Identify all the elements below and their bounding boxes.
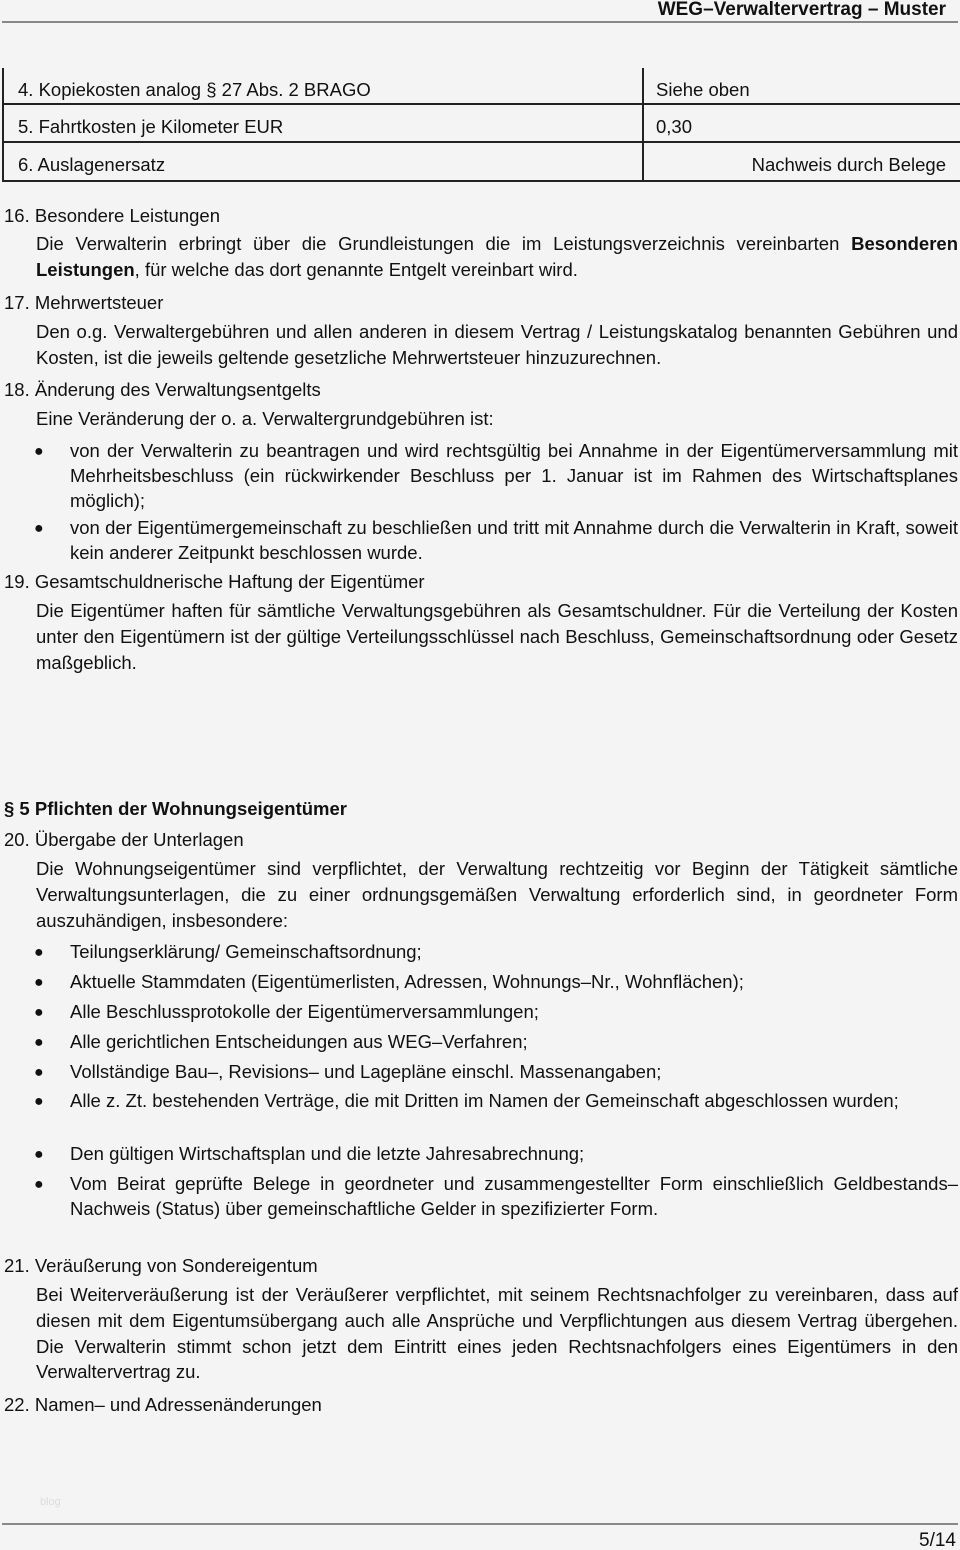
section-16-heading: 16. Besondere Leistungen xyxy=(4,205,221,226)
text: , für welche das dort genannte Entgelt vereinbart wird. xyxy=(134,258,578,280)
list-item: von der Eigentümergemeinschaft zu beschließen und tritt mit Annahme durch die Verwalterin in Kraft, soweit kein anderer Zeitpunkt beschlossen wurde. xyxy=(70,517,958,563)
section-19-text: Die Eigentümer haften für sämtliche Verwaltungsgebühren als Gesamtschuldner. Für die Verteilung der Kosten unter den Eigentümern ist der gültige Verteilungsschlüssel nach Beschluss, Gemeinschaftsordnung oder Gesetz maßgeblich. xyxy=(36,600,958,673)
section-21-heading: 21. Veräußerung von Sondereigentum xyxy=(4,1255,318,1276)
section-16-text xyxy=(36,231,958,283)
page-number: 5/14 xyxy=(919,1530,956,1550)
section-18-text: Eine Veränderung der o. a. Verwaltergrundgebühren ist: xyxy=(36,408,494,429)
list-item: Alle gerichtlichen Entscheidungen aus WEG–Verfahren; xyxy=(70,1031,528,1052)
table-item: 4. Kopiekosten analog § 27 Abs. 2 BRAGO xyxy=(18,79,371,100)
list-item: Den gültigen Wirtschaftsplan und die letzte Jahresabrechnung; xyxy=(70,1143,585,1164)
watermark: blog xyxy=(40,1496,61,1508)
bullet-icon: ● xyxy=(34,1034,44,1051)
list-item: Teilungserklärung/ Gemeinschaftsordnung; xyxy=(70,941,422,962)
bullet-icon: ● xyxy=(34,944,44,961)
section-21-text: Bei Weiterveräußerung ist der Veräußerer verpflichtet, mit seinem Rechtsnachfolger zu vereinbaren, dass auf diesen mit dem Eigentumsübergang auch alle Ansprüche und Verpflichtungen aus diesem Vertrag übergehen. Die Verwalterin stimmt schon jetzt dem Eintritt eines jeden Rechtsnachfolgers eines Eigentümers in den Verwaltervertrag zu. xyxy=(36,1284,958,1383)
fee-table xyxy=(2,68,960,182)
section-17-text: Den o.g. Verwaltergebühren und allen anderen in diesem Vertrag / Leistungskatalog benannten Gebühren und Kosten, ist die jeweils geltende gesetzliche Mehrwertsteuer hinzuzurechnen. xyxy=(36,321,958,368)
table-item: 6. Auslagenersatz xyxy=(18,154,166,175)
bullet-icon: ● xyxy=(34,1176,44,1193)
footer-rule xyxy=(2,1523,958,1525)
bold-term: Besonderen Leistungen xyxy=(36,233,958,280)
list-item: Alle Beschlussprotokolle der Eigentümerversammlungen; xyxy=(70,1001,539,1022)
section-22-heading: 22. Namen– und Adressenänderungen xyxy=(4,1394,322,1415)
table-value: Siehe oben xyxy=(656,79,750,100)
table-item: 5. Fahrtkosten je Kilometer EUR xyxy=(18,116,284,137)
header-rule xyxy=(2,21,958,23)
header-title: WEG–Verwaltervertrag – Muster xyxy=(657,0,946,20)
table-row xyxy=(4,143,960,180)
section-19-heading: 19. Gesamtschuldnerische Haftung der Eigentümer xyxy=(4,571,425,592)
table-row xyxy=(4,105,960,143)
chapter-5-title: § 5 Pflichten der Wohnungseigentümer xyxy=(4,798,347,819)
table-value: 0,30 xyxy=(656,116,693,137)
bullet-icon: ● xyxy=(34,1064,44,1081)
bullet-icon: ● xyxy=(34,1146,44,1163)
section-20-text: Die Wohnungseigentümer sind verpflichtet, der Verwaltung rechtzeitig vor Beginn der Tätigkeit sämtliche Verwaltungsunterlagen, die zu einer ordnungsgemäßen Verwaltung erforderlich sind, in geordneter Form auszuhändigen, insbesondere: xyxy=(36,858,958,931)
list-item: Alle z. Zt. bestehenden Verträge, die mit Dritten im Namen der Gemeinschaft abgeschlossen wurden; xyxy=(70,1090,899,1111)
bullet-icon: ● xyxy=(34,974,44,991)
bullet-icon: ● xyxy=(34,1004,44,1021)
bullet-icon: ● xyxy=(34,520,44,537)
table-row xyxy=(4,68,960,105)
text: Die Verwalterin erbringt über die Grundleistungen die im Leistungsverzeichnis vereinbarten xyxy=(36,233,852,254)
section-18-heading: 18. Änderung des Verwaltungsentgelts xyxy=(4,379,321,400)
section-20-heading: 20. Übergabe der Unterlagen xyxy=(4,829,244,850)
list-item: von der Verwalterin zu beantragen und wird rechtsgültig bei Annahme in der Eigentümerversammlung mit Mehrheitsbeschluss (ein rückwirkender Beschluss per 1. Januar ist im Rahmen des Wirtschaftsplanes möglich); xyxy=(70,440,958,511)
bullet-icon: ● xyxy=(34,443,44,460)
table-value: Nachweis durch Belege xyxy=(751,154,946,175)
list-item: Vom Beirat geprüfte Belege in geordneter und zusammengestellter Form einschließlich Geldbestands–Nachweis (Status) über gemeinschaftliche Gelder in spezifizierter Form. xyxy=(70,1173,958,1219)
bullet-icon: ● xyxy=(34,1093,44,1110)
list-item: Vollständige Bau–, Revisions– und Lagepläne einschl. Massenangaben; xyxy=(70,1061,662,1082)
list-item: Aktuelle Stammdaten (Eigentümerlisten, Adressen, Wohnungs–Nr., Wohnflächen); xyxy=(70,971,744,992)
section-17-heading: 17. Mehrwertsteuer xyxy=(4,292,164,313)
